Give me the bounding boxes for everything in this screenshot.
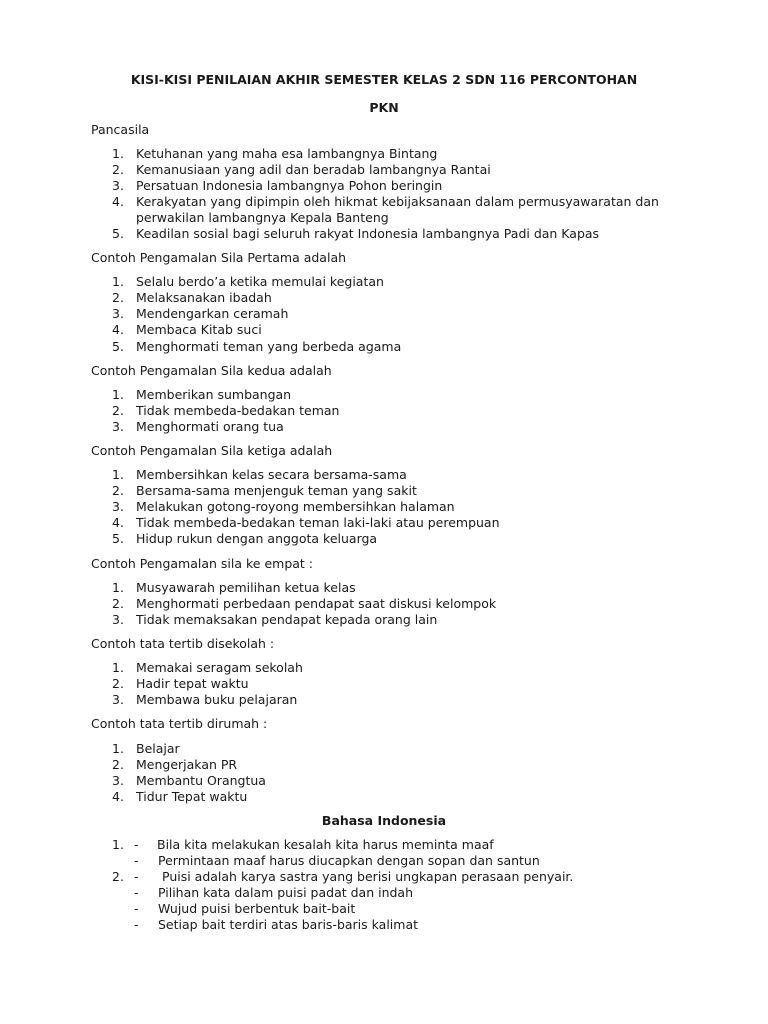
list-item-text: Pilihan kata dalam puisi padat dan indah: [158, 885, 414, 900]
list-item: [112, 692, 297, 707]
list-number: 3.: [112, 306, 124, 321]
list-item-text: Memakai seragam sekolah: [136, 660, 303, 675]
list-number: 5.: [112, 226, 124, 241]
list-item: [112, 178, 442, 193]
list-item: [112, 226, 599, 241]
dash-bullet: -: [134, 917, 139, 932]
list-number: 1.: [112, 837, 124, 852]
list-item: [112, 339, 401, 354]
dash-bullet: -: [134, 901, 139, 916]
list-number: 4.: [112, 194, 124, 209]
list-number: 3.: [112, 773, 124, 788]
list-item-text: Selalu berdo’a ketika memulai kegiatan: [136, 274, 384, 289]
list-item: [112, 483, 417, 498]
list-number: 2.: [112, 676, 124, 691]
list-item-text: Menghormati orang tua: [136, 419, 284, 434]
list-item: [112, 515, 500, 530]
list-item-text: Tidur Tepat waktu: [136, 789, 248, 804]
list-item-text: Memberikan sumbangan: [136, 387, 292, 402]
list-item-text: Tidak memaksakan pendapat kepada orang lain: [136, 612, 438, 627]
list-number: 1.: [112, 387, 124, 402]
list-number: 1.: [112, 467, 124, 482]
list-item: [112, 660, 303, 675]
list-item: [112, 306, 288, 321]
list-number: 2.: [112, 757, 124, 772]
section-heading-sila-ketiga: Contoh Pengamalan Sila ketiga adalah: [91, 443, 333, 458]
list-number: 1.: [112, 146, 124, 161]
list-item: [112, 194, 659, 209]
list-number: 1.: [112, 741, 124, 756]
list-item: [112, 596, 496, 611]
list-item-text: Mengerjakan PR: [136, 757, 238, 772]
list-item-text: Menghormati teman yang berbeda agama: [136, 339, 402, 354]
list-number: 2.: [112, 596, 124, 611]
dash-bullet: -: [134, 885, 139, 900]
list-item: [112, 467, 407, 482]
list-number: 2.: [112, 403, 124, 418]
list-item-continuation: perwakilan lambangnya Kepala Banteng: [136, 210, 389, 225]
list-item: [112, 612, 437, 627]
list-item-text: Hadir tepat waktu: [136, 676, 249, 691]
list-item: [112, 162, 491, 177]
list-item: [112, 676, 249, 691]
list-number: 4.: [112, 515, 124, 530]
list-item: [112, 322, 262, 337]
list-item-text: Membaca Kitab suci: [136, 322, 262, 337]
list-item-text: Bila kita melakukan kesalah kita harus meminta maaf: [157, 837, 494, 852]
list-item-text: Mendengarkan ceramah: [136, 306, 289, 321]
list-number: 3.: [112, 419, 124, 434]
list-item-text: Tidak membeda-bedakan teman: [136, 403, 340, 418]
list-item: [112, 403, 339, 418]
list-item-text: Setiap bait terdiri atas baris-baris kalimat: [158, 917, 419, 932]
list-number: 2.: [112, 483, 124, 498]
list-number: 3.: [112, 178, 124, 193]
list-number: 2.: [112, 869, 124, 884]
list-item-text: Permintaan maaf harus diucapkan dengan sopan dan santun: [158, 853, 540, 868]
list-number: 2.: [112, 162, 124, 177]
subject-title-pkn: PKN: [369, 100, 399, 115]
list-item-text: Ketuhanan yang maha esa lambangnya Bintang: [136, 146, 438, 161]
section-heading-sila-kedua: Contoh Pengamalan Sila kedua adalah: [91, 363, 332, 378]
list-item-text: Puisi adalah karya sastra yang berisi ungkapan perasaan penyair.: [162, 869, 574, 884]
list-item-text: Kemanusiaan yang adil dan beradab lambangnya Rantai: [136, 162, 491, 177]
list-item: [112, 499, 455, 514]
section-heading-sila-pertama: Contoh Pengamalan Sila Pertama adalah: [91, 250, 347, 265]
list-number: 1.: [112, 274, 124, 289]
list-item-text: Persatuan Indonesia lambangnya Pohon beringin: [136, 178, 443, 193]
list-number: 4.: [112, 789, 124, 804]
dash-bullet: -: [134, 853, 139, 868]
list-number: 1.: [112, 580, 124, 595]
list-item-text: Keadilan sosial bagi seluruh rakyat Indonesia lambangnya Padi dan Kapas: [136, 226, 600, 241]
list-item: [112, 580, 356, 595]
document-title: KISI-KISI PENILAIAN AKHIR SEMESTER KELAS 2 SDN 116 PERCONTOHAN: [130, 72, 638, 87]
list-item: [112, 274, 384, 289]
list-item: [112, 757, 237, 772]
list-item-text: Melakukan gotong-royong membersihkan halaman: [136, 499, 455, 514]
subject-title-bahasa-indonesia: Bahasa Indonesia: [321, 813, 447, 828]
section-heading-tata-tertib-rumah: Contoh tata tertib dirumah :: [91, 716, 268, 731]
section-heading-pancasila: Pancasila: [91, 122, 150, 137]
list-item-text: Bersama-sama menjenguk teman yang sakit: [136, 483, 417, 498]
section-heading-tata-tertib-sekolah: Contoh tata tertib disekolah :: [91, 636, 275, 651]
list-number: 2.: [112, 290, 124, 305]
list-item: [112, 290, 272, 305]
list-number: 3.: [112, 612, 124, 627]
list-item: [112, 419, 284, 434]
list-item: [112, 773, 266, 788]
list-number: 5.: [112, 339, 124, 354]
section-heading-sila-keempat: Contoh Pengamalan sila ke empat :: [91, 556, 314, 571]
list-item-text: Musyawarah pemilihan ketua kelas: [136, 580, 356, 595]
list-item: [112, 387, 291, 402]
list-item-text: Kerakyatan yang dipimpin oleh hikmat kebijaksanaan dalam permusyawaratan dan: [136, 194, 659, 209]
list-item: [112, 741, 180, 756]
list-item: [112, 789, 247, 804]
list-item-text: Melaksanakan ibadah: [136, 290, 272, 305]
dash-bullet: -: [134, 837, 139, 852]
list-item-text: Membersihkan kelas secara bersama-sama: [136, 467, 407, 482]
list-number: 3.: [112, 692, 124, 707]
list-number: 3.: [112, 499, 124, 514]
list-item-text: Belajar: [136, 741, 180, 756]
list-item-text: Hidup rukun dengan anggota keluarga: [136, 531, 378, 546]
list-number: 1.: [112, 660, 124, 675]
list-item-text: Membantu Orangtua: [136, 773, 266, 788]
list-number: 5.: [112, 531, 124, 546]
dash-bullet: -: [134, 869, 139, 884]
list-item: [112, 531, 377, 546]
list-item-text: Menghormati perbedaan pendapat saat diskusi kelompok: [136, 596, 497, 611]
list-item: [112, 146, 437, 161]
list-item-text: Tidak membeda-bedakan teman laki-laki atau perempuan: [136, 515, 500, 530]
list-item-text: Wujud puisi berbentuk bait-bait: [158, 901, 356, 916]
list-item-text: Membawa buku pelajaran: [136, 692, 298, 707]
list-number: 4.: [112, 322, 124, 337]
